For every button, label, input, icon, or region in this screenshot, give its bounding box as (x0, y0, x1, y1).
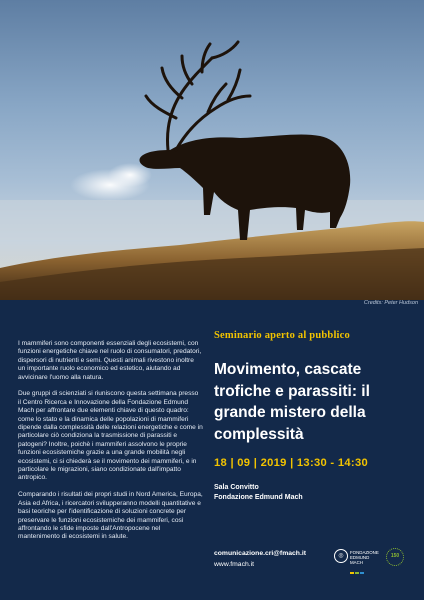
fem-color-bars (350, 561, 366, 563)
description-paragraph-3: Comparando i risultati dei propri studi in Nord America, Europa, Asia ed Africa, i ricercatori svilupperanno modelli quantitative e basi teoriche per l'identificazione di soluzioni concrete per preservare le funzioni ecosistemiche dei mammiferi, così affrontando le sfide imposte dall'Antropocene nel mantenimento di ecosistemi in salute. (18, 491, 203, 541)
logos (334, 548, 414, 570)
description-paragraph-2: Due gruppi di scienziati si riuniscono questa settimana presso il Centro Ricerca e Innovazione della Fondazione Edmund Mach per affrontare due elementi chiave di questo quadro: come lo stato e la dinamica delle popolazioni di mammiferi dipende dalla complessità delle relazioni energetiche e come in particolare ciò condiziona la trasmissione di parassiti e patogeni? Inoltre, poichè i mammiferi assolvono le proprie funzioni ecosistemiche grazie a una grande mobilità negli ecosistemi, ci si chiederà se il movimento dei mammiferi, e in particolare le migrazioni, siano condizionate dall'impatto antropico. (18, 390, 203, 482)
event-title: Movimento, cascate trofiche e parassiti: il grande mistero della complessità (214, 361, 370, 443)
website-link[interactable]: www.fmach.it (214, 561, 255, 568)
contact-block (214, 548, 306, 570)
fem-line-1: FONDAZIONE (350, 550, 379, 555)
fem-line-3: MACH (350, 560, 363, 565)
event-venue (214, 483, 410, 503)
photo-credits: Credits: Peter Hudson (363, 300, 418, 306)
fem-logo-icon: ◎ (334, 549, 348, 563)
fem-line-2: EDMUND (350, 555, 370, 560)
description-paragraph-1: I mammiferi sono componenti essenziali degli ecosistemi, con funzioni energetiche chiave nel ruolo di consumatori, predatori, dispersori di nutrienti e semi. Questi animali rivestono inoltre un importante ruolo economico ed estetico, aiutando ad avvicinare l'uomo alla natura. (18, 340, 202, 381)
venue-room: Sala Convitto (214, 484, 259, 491)
anniversary-badge-icon: 150 (386, 548, 404, 566)
event-date: 18 | 09 | 2019 | 13:30 - 14:30 (214, 457, 368, 469)
contact-email-link[interactable]: comunicazione.cri@fmach.it (214, 550, 306, 557)
venue-organization: Fondazione Edmund Mach (214, 494, 303, 501)
description-column (18, 340, 203, 550)
event-subtitle: Seminario aperto al pubblico (214, 330, 350, 341)
event-column (214, 330, 410, 503)
